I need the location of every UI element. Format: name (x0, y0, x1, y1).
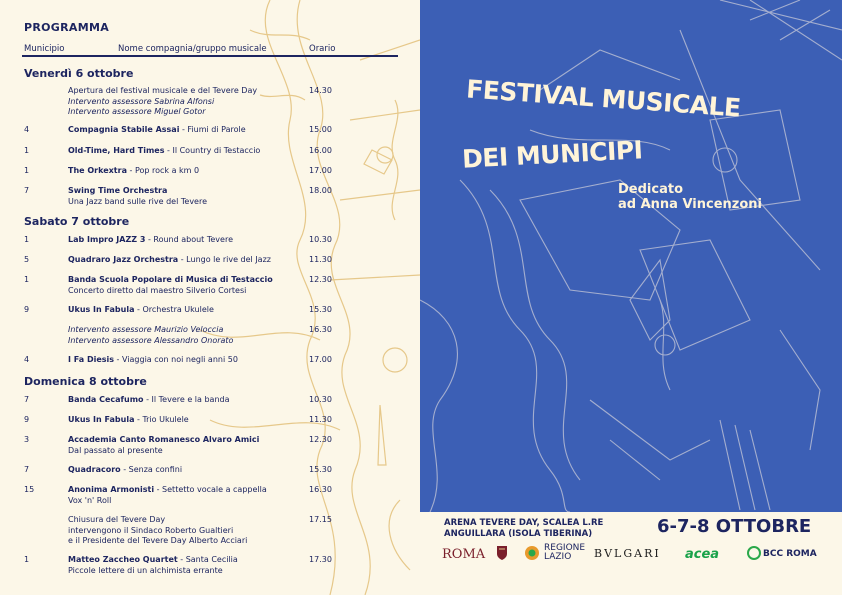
performance-title: - Fiumi di Parole (179, 125, 246, 134)
municipio-number: 7 (24, 465, 30, 474)
event-time: 17.00 (309, 355, 332, 364)
performance-title: - Lungo le rive del Jazz (178, 255, 271, 264)
municipio-number: 9 (24, 305, 30, 314)
performance-title: - Viaggia con noi negli anni 50 (114, 355, 238, 364)
group-name: Old-Time, Hard Times (68, 146, 165, 155)
event-description (68, 325, 304, 346)
group-name: Quadraro Jazz Orchestra (68, 255, 179, 264)
event-time: 14.30 (309, 86, 332, 95)
event-subline: intervengono il Sindaco Roberto Gualtieri (68, 525, 234, 535)
bulgari-logo: BVLGARI (594, 547, 661, 560)
event-subline: Chiusura del Tevere Day (68, 515, 166, 524)
event-time: 16.30 (309, 485, 332, 494)
program-panel (0, 0, 420, 595)
bcc-roma-logo: BCC ROMA (763, 549, 817, 559)
event-description (68, 465, 304, 476)
venue-line2: ANGUILLARA (ISOLA TIBERINA) (444, 529, 593, 539)
cover-title-line2: DEI MUNICIPI (461, 135, 644, 174)
event-time: 16.00 (309, 146, 332, 155)
event-description (68, 86, 304, 118)
roma-logo: ROMA (442, 547, 486, 562)
municipio-number: 3 (24, 435, 30, 444)
dedication-line2: ad Anna Vincenzoni (618, 197, 763, 212)
performance-title: - Senza confini (120, 465, 183, 474)
group-name: The Orkextra (68, 166, 127, 175)
event-time: 15.30 (309, 305, 332, 314)
event-time: 10.30 (309, 235, 332, 244)
column-header-time: Orario (309, 44, 336, 54)
municipio-number: 4 (24, 355, 30, 364)
event-time: 15.30 (309, 465, 332, 474)
municipio-number: 1 (24, 166, 30, 175)
group-name: Banda Scuola Popolare di Musica di Testaccio (68, 275, 273, 284)
group-name: I Fa Diesis (68, 355, 115, 364)
event-subline: Intervento assessore Alessandro Onorato (68, 335, 234, 345)
event-time: 17.30 (309, 555, 332, 564)
municipio-number: 1 (24, 275, 30, 284)
performance-title: - Il Tevere e la banda (143, 395, 230, 404)
event-time: 18.00 (309, 186, 332, 195)
municipio-number: 1 (24, 235, 30, 244)
event-description (68, 235, 304, 246)
event-time: 11.30 (309, 255, 332, 264)
event-subline: Vox 'n' Roll (68, 495, 112, 505)
municipio-number: 7 (24, 186, 30, 195)
group-name: Lab Impro JAZZ 3 (68, 235, 146, 244)
event-description (68, 415, 304, 426)
column-header-municipio: Municipio (24, 44, 65, 54)
venue (444, 518, 603, 540)
cover-dedication (618, 182, 762, 212)
event-subline: Intervento assessore Maurizio Veloccia (68, 325, 224, 334)
group-name: Ukus In Fabula (68, 305, 135, 314)
day-heading: Sabato 7 ottobre (24, 215, 130, 228)
event-time: 17.00 (309, 166, 332, 175)
group-name: Matteo Zaccheo Quartet (68, 555, 178, 564)
venue-line1: ARENA TEVERE DAY, SCALEA L.RE (444, 518, 604, 528)
municipio-number: 1 (24, 555, 30, 564)
performance-title: - Pop rock a km 0 (126, 166, 200, 175)
acea-logo: acea (685, 547, 720, 562)
dedication-line1: Dedicato (618, 182, 683, 197)
bcc-icon (747, 546, 761, 563)
event-subline: Una Jazz band sulle rive del Tevere (68, 196, 208, 206)
performance-title: - Round about Tevere (145, 235, 233, 244)
event-description (68, 515, 304, 547)
event-description (68, 275, 304, 296)
cover-panel (420, 0, 842, 512)
header-divider (22, 55, 398, 57)
event-time: 11.30 (309, 415, 332, 424)
event-description (68, 355, 304, 366)
day-heading: Venerdì 6 ottobre (24, 67, 134, 80)
event-description (68, 395, 304, 406)
municipio-number: 4 (24, 125, 30, 134)
event-time: 12.30 (309, 435, 332, 444)
roma-crest-icon (496, 545, 508, 564)
event-subline: Piccole lettere di un alchimista errante (68, 565, 223, 575)
group-name: Anonima Armonisti (68, 485, 155, 494)
municipio-number: 5 (24, 255, 30, 264)
group-name: Apertura del festival musicale e del Tevere Day (68, 86, 258, 95)
performance-title: - Settetto vocale a cappella (154, 485, 267, 494)
event-subline: Concerto diretto dal maestro Silverio Cortesi (68, 285, 247, 295)
footer-panel (420, 512, 842, 595)
column-header-name: Nome compagnia/gruppo musicale (118, 44, 267, 54)
group-name: Swing Time Orchestra (68, 186, 168, 195)
municipio-number: 1 (24, 146, 30, 155)
performance-title: - Orchestra Ukulele (134, 305, 214, 314)
performance-title: - Il Country di Testaccio (164, 146, 261, 155)
event-time: 15.00 (309, 125, 332, 134)
event-description (68, 146, 304, 157)
event-description (68, 255, 304, 266)
group-name: Quadracoro (68, 465, 121, 474)
event-description (68, 555, 304, 576)
event-description (68, 305, 304, 316)
performance-title: - Trio Ukulele (134, 415, 189, 424)
event-description (68, 186, 304, 207)
program-title: PROGRAMMA (24, 21, 110, 34)
event-time: 12.30 (309, 275, 332, 284)
group-name: Compagnia Stabile Assai (68, 125, 180, 134)
municipio-number: 15 (24, 485, 35, 494)
group-name: Banda Cecafumo (68, 395, 144, 404)
event-subline: e il Presidente del Tevere Day Alberto Acciari (68, 536, 248, 545)
event-time: 16.30 (309, 325, 332, 334)
regione-lazio-icon (524, 545, 540, 564)
event-description (68, 125, 304, 136)
municipio-number: 7 (24, 395, 30, 404)
regione-lazio-logo: REGIONE LAZIO (544, 543, 586, 562)
municipio-number: 9 (24, 415, 30, 424)
group-name: Accademia Canto Romanesco Alvaro Amici (68, 435, 260, 444)
event-time: 17.15 (309, 515, 332, 524)
cover-title-line1: FESTIVAL MUSICALE (465, 74, 742, 123)
event-time: 10.30 (309, 395, 332, 404)
event-description (68, 485, 304, 506)
event-description (68, 435, 304, 456)
event-subline: Dal passato al presente (68, 445, 163, 455)
event-description (68, 166, 304, 177)
day-heading: Domenica 8 ottobre (24, 375, 147, 388)
event-dates: 6-7-8 OTTOBRE (657, 516, 812, 537)
event-subline: Intervento assessore Miguel Gotor (68, 107, 206, 116)
event-subline: Intervento assessore Sabrina Alfonsi (68, 96, 215, 106)
performance-title: - Santa Cecilia (177, 555, 238, 564)
group-name: Ukus In Fabula (68, 415, 135, 424)
